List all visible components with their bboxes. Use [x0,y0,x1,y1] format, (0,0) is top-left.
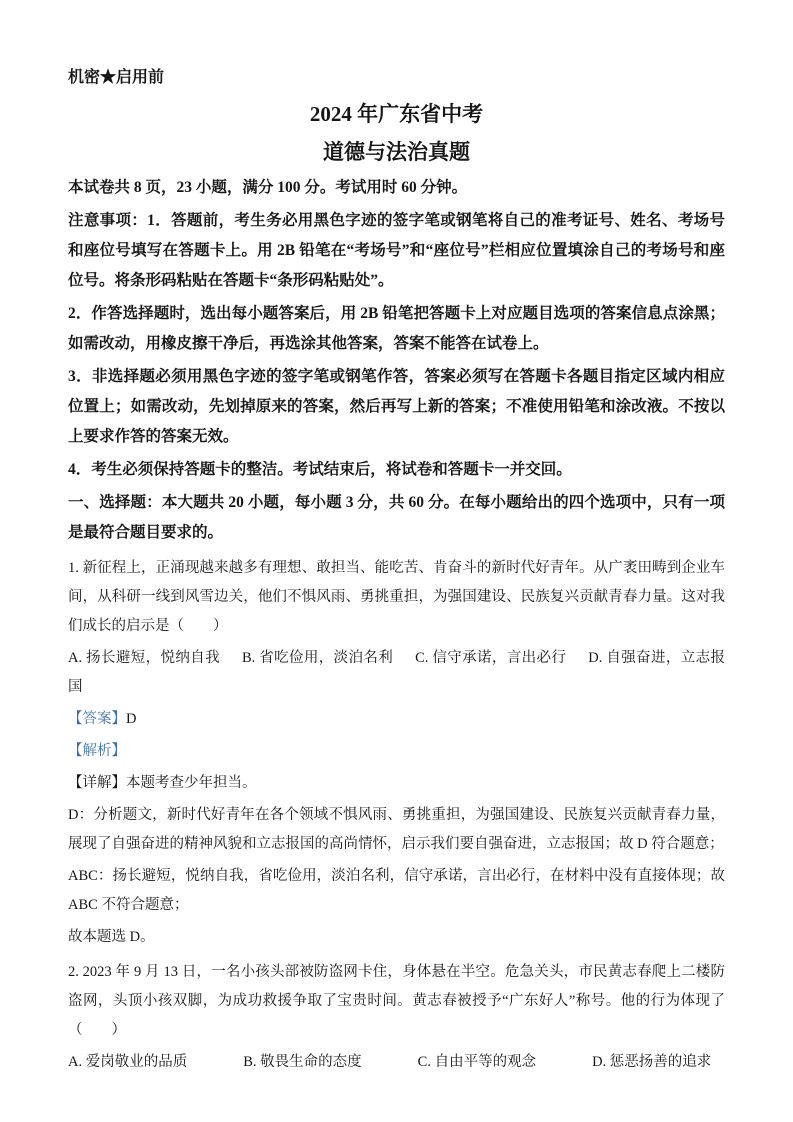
notice-item-2: 2．作答选择题时，选出每小题答案后，用 2B 铅笔把答题卡上对应题目选项的答案信息点涂黑；如需改动，用橡皮擦干净后，再选涂其他答案，答案不能答在试卷上。 [68,305,725,352]
question-1-option-d: D. 自强奋进，立志报国 [68,650,725,695]
question-1-option-a: A. 扬长避短，悦纳自我 [68,650,220,666]
analysis-label: 【解析】 [68,743,126,759]
answer-label: 【答案】 [68,711,126,727]
question-1-detail-3: ABC：扬长避短，悦纳自我，省吃俭用，淡泊名利，信守承诺，言出必行，在材料中没有直接体现；故 ABC 不符合题意； [68,868,725,913]
exam-info-line: 本试卷共 8 页，23 小题，满分 100 分。考试用时 60 分钟。 [68,179,468,196]
notice-item-3: 3．非选择题必须用黑色字迹的签字笔或钢笔作答，答案必须写在答题卡各题目指定区域内相应位置上；如需改动，先划掉原来的答案，然后再写上新的答案；不准使用铅笔和涂改液。不按以上要求作答的答案无效。 [68,368,725,445]
exam-title-line1: 2024 年广东省中考 [309,102,484,126]
question-1-option-b: B. 省吃俭用，淡泊名利 [241,650,394,666]
question-1-options [68,644,725,702]
exam-title-line2: 道德与法治真题 [323,140,470,164]
notice-item-4: 4．考生必须保持答题卡的整洁。考试结束后，将试卷和答题卡一并交回。 [68,461,572,478]
question-2-option-a: A. 爱岗敬业的品质 [68,1054,188,1070]
question-1-detail-4: 故本题选 D。 [68,929,155,945]
question-1-option-c: C. 信守承诺，言出必行 [415,650,567,666]
notice-item-1: 注意事项：1．答题前，考生务必用黑色字迹的签字笔或钢笔将自己的准考证号、姓名、考场号和座位号填写在答题卡上。用 2B 铅笔在“考场号”和“座位号”栏相应位置填涂自己的考场号和座位号。将条形码粘贴在答题卡“条形码粘贴处”。 [68,212,725,289]
question-2-options [68,1048,725,1077]
question-1-answer-line [68,705,725,734]
question-2-option-d: D. 惩恶扬善的追求 [592,1054,712,1070]
question-1-analysis-line [68,737,725,766]
secrecy-notice: 机密★启用前 [68,69,165,86]
question-1-detail-2: D：分析题文，新时代好青年在各个领域不惧风雨、勇挑重担，为强国建设、民族复兴贡献青春力量，展现了自强奋进的精神风貌和立志报国的高尚情怀，启示我们要自强奋进，立志报国；故 D 符合题意； [68,807,725,852]
question-2-option-b: B. 敬畏生命的态度 [243,1054,362,1070]
question-1-answer-value: D [126,711,137,727]
question-2-stem: 2. 2023 年 9 月 13 日，一名小孩头部被防盗网卡住，身体悬在半空。危急关头，市民黄志春爬上二楼防盗网，头顶小孩双脚，为成功救援争取了宝贵时间。黄志春被授予“广东好人”称号。他的行为体现了（ ） [68,964,725,1038]
question-1-stem: 1. 新征程上，正涌现越来越多有理想、敢担当、能吃苦、肯奋斗的新时代好青年。从广袤田畴到企业车间，从科研一线到风雪边关，他们不惧风雨、勇挑重担，为强国建设、民族复兴贡献青春力量。这对我们成长的启示是（ ） [68,560,725,634]
question-1-detail-1: 【详解】本题考查少年担当。 [68,775,257,791]
question-2-option-c: C. 自由平等的观念 [417,1054,537,1070]
section-heading: 一、选择题：本大题共 20 小题，每小题 3 分，共 60 分。在每小题给出的四个选项中，只有一项是最符合题目要求的。 [68,494,725,541]
